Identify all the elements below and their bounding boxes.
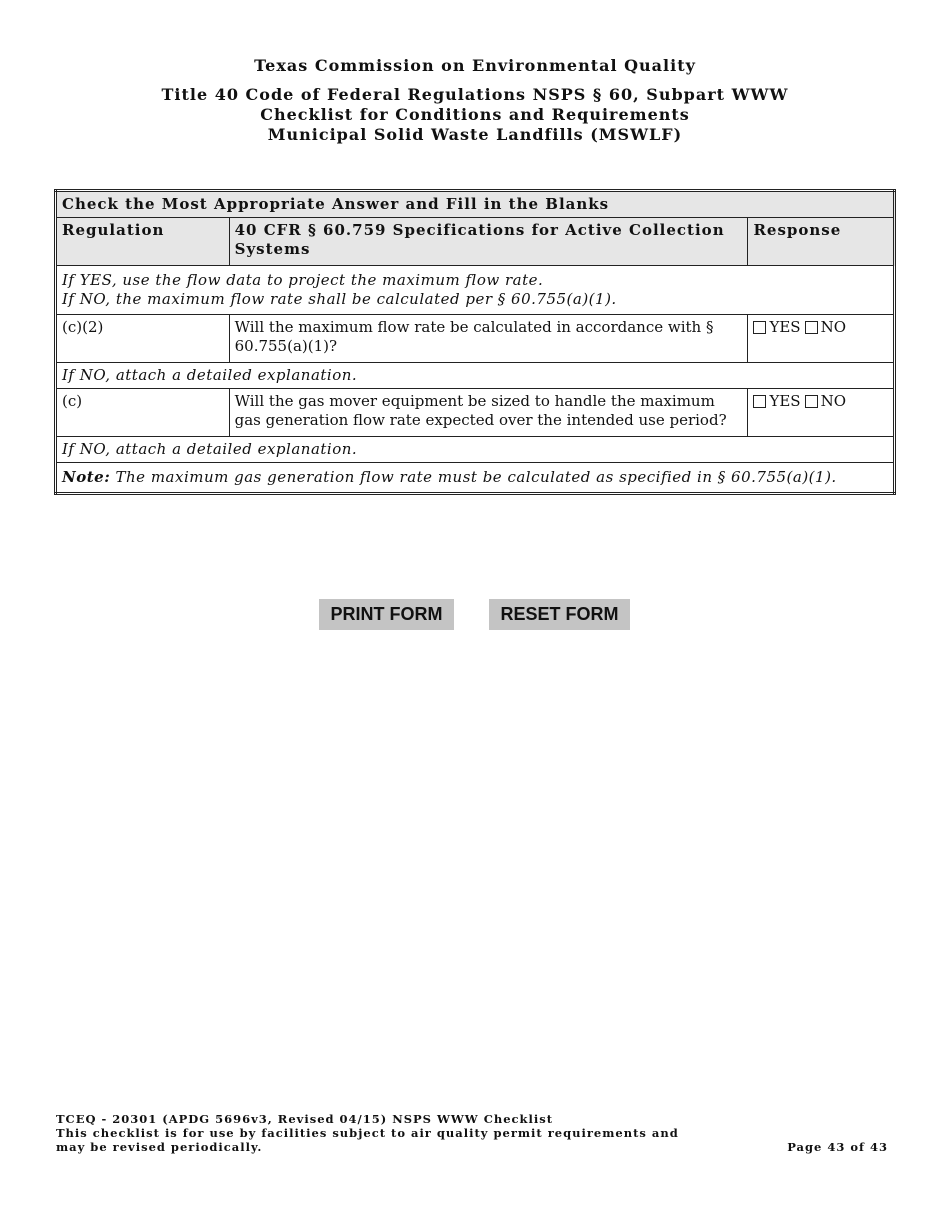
print-form-button[interactable]: PRINT FORM bbox=[319, 599, 454, 630]
column-header-regulation: Regulation bbox=[56, 218, 230, 266]
no-checkbox[interactable] bbox=[805, 321, 818, 334]
checklist-title: Checklist for Conditions and Requirements bbox=[260, 105, 690, 124]
facility-type-title: Municipal Solid Waste Landfills (MSWLF) bbox=[267, 125, 683, 144]
column-header-section: 40 CFR § 60.759 Specifications for Active Collection Systems bbox=[229, 218, 748, 266]
question-cell: Will the maximum flow rate be calculated in accordance with § 60.755(a)(1)? bbox=[229, 315, 748, 363]
note-label: Note: bbox=[62, 468, 111, 486]
regulation-cell: (c) bbox=[56, 389, 230, 437]
no-label: NO bbox=[820, 392, 847, 410]
yes-label: YES bbox=[769, 392, 801, 410]
column-header-response: Response bbox=[748, 218, 895, 266]
yes-checkbox[interactable] bbox=[753, 321, 766, 334]
document-header bbox=[0, 56, 950, 145]
instruction-line-no: If NO, the maximum flow rate shall be calculated per § 60.755(a)(1). bbox=[62, 290, 617, 308]
no-label: NO bbox=[820, 318, 847, 336]
explanation-instruction: If NO, attach a detailed explanation. bbox=[56, 437, 895, 463]
form-id: TCEQ - 20301 (APDG 5696v3, Revised 04/15) NSPS WWW Checklist bbox=[56, 1112, 554, 1126]
agency-name: Texas Commission on Environmental Quality bbox=[254, 56, 696, 75]
regulation-cell: (c)(2) bbox=[56, 315, 230, 363]
yes-checkbox[interactable] bbox=[753, 395, 766, 408]
page-number: Page 43 of 43 bbox=[787, 1140, 888, 1154]
usage-note-line1: This checklist is for use by facilities subject to air quality permit requirements and bbox=[56, 1126, 679, 1140]
table-row bbox=[56, 315, 895, 363]
instruction-flow-data bbox=[56, 266, 895, 315]
reset-form-button[interactable]: RESET FORM bbox=[489, 599, 630, 630]
usage-note-line2: may be revised periodically. bbox=[56, 1140, 263, 1154]
question-cell: Will the gas mover equipment be sized to handle the maximum gas generation flow rate expected over the intended use period? bbox=[229, 389, 748, 437]
regulation-title: Title 40 Code of Federal Regulations NSPS § 60, Subpart WWW bbox=[161, 85, 789, 104]
yes-label: YES bbox=[769, 318, 801, 336]
form-footer bbox=[56, 1112, 679, 1154]
table-banner: Check the Most Appropriate Answer and Fill in the Blanks bbox=[56, 191, 895, 218]
note-row bbox=[56, 463, 895, 494]
checklist-table bbox=[54, 189, 896, 495]
response-cell bbox=[748, 389, 895, 437]
explanation-instruction: If NO, attach a detailed explanation. bbox=[56, 363, 895, 389]
note-text: The maximum gas generation flow rate must be calculated as specified in § 60.755(a)(1). bbox=[115, 468, 837, 486]
response-cell bbox=[748, 315, 895, 363]
table-row bbox=[56, 389, 895, 437]
instruction-line-yes: If YES, use the flow data to project the maximum flow rate. bbox=[62, 271, 544, 289]
no-checkbox[interactable] bbox=[805, 395, 818, 408]
